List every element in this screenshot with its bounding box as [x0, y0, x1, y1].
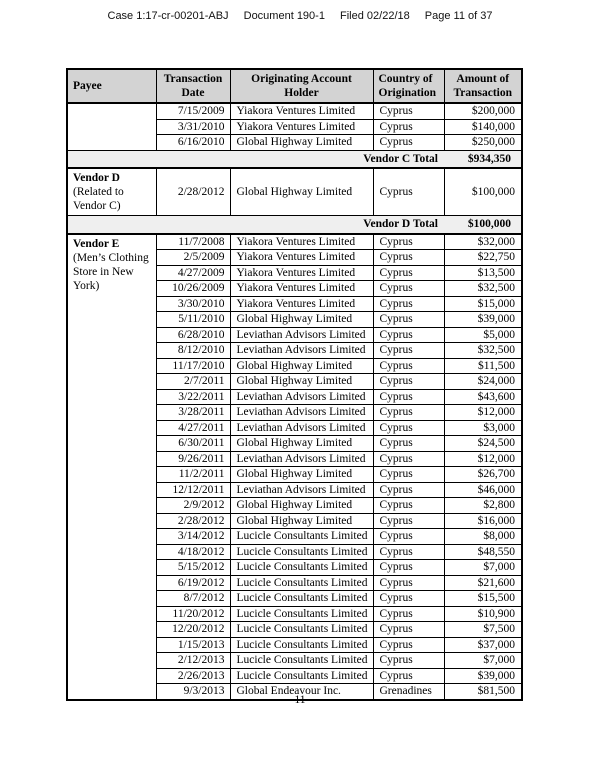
country-cell: Cyprus — [373, 312, 444, 328]
holder-cell: Global Highway Limited — [230, 513, 373, 529]
date-cell: 11/17/2010 — [156, 358, 230, 374]
amount-cell: $24,000 — [444, 374, 522, 390]
amount-cell: $24,500 — [444, 436, 522, 452]
holder-cell: Leviathan Advisors Limited — [230, 405, 373, 421]
amount-cell: $21,600 — [444, 575, 522, 591]
transaction-row — [67, 168, 522, 216]
holder-cell: Global Endeavour Inc. — [230, 684, 373, 700]
holder-cell: Yiakora Ventures Limited — [230, 103, 373, 119]
date-cell: 6/28/2010 — [156, 327, 230, 343]
holder-cell: Lucicle Consultants Limited — [230, 591, 373, 607]
holder-cell: Global Highway Limited — [230, 467, 373, 483]
date-cell: 2/7/2011 — [156, 374, 230, 390]
country-cell: Cyprus — [373, 119, 444, 135]
date-cell: 9/3/2013 — [156, 684, 230, 700]
vendor-total-label: Vendor D Total — [67, 216, 444, 234]
holder-cell: Leviathan Advisors Limited — [230, 451, 373, 467]
date-cell: 12/20/2012 — [156, 622, 230, 638]
holder-cell: Lucicle Consultants Limited — [230, 653, 373, 669]
date-cell: 7/15/2009 — [156, 103, 230, 119]
amount-cell: $100,000 — [444, 168, 522, 216]
holder-cell: Global Highway Limited — [230, 312, 373, 328]
holder-cell: Yiakora Ventures Limited — [230, 265, 373, 281]
date-cell: 3/31/2010 — [156, 119, 230, 135]
amount-cell: $250,000 — [444, 135, 522, 151]
vendor-total-amount: $934,350 — [444, 150, 522, 168]
amount-cell: $2,800 — [444, 498, 522, 514]
date-cell: 9/26/2011 — [156, 451, 230, 467]
amount-cell: $26,700 — [444, 467, 522, 483]
payee-description-line: (Men’s Clothing — [73, 251, 149, 264]
date-cell: 1/15/2013 — [156, 637, 230, 653]
country-cell: Cyprus — [373, 234, 444, 250]
holder-cell: Leviathan Advisors Limited — [230, 327, 373, 343]
payee-description-line: Vendor C) — [73, 200, 121, 212]
date-cell: 11/7/2008 — [156, 234, 230, 250]
date-cell: 11/2/2011 — [156, 467, 230, 483]
country-cell: Cyprus — [373, 498, 444, 514]
holder-cell: Yiakora Ventures Limited — [230, 234, 373, 250]
holder-cell: Global Highway Limited — [230, 168, 373, 216]
page-indicator: Page 11 of 37 — [424, 10, 493, 22]
holder-cell: Yiakora Ventures Limited — [230, 281, 373, 297]
country-cell: Cyprus — [373, 281, 444, 297]
header-country-of-origination: Country of Origination — [373, 69, 444, 103]
amount-cell: $32,000 — [444, 234, 522, 250]
amount-cell: $10,900 — [444, 606, 522, 622]
amount-cell: $37,000 — [444, 637, 522, 653]
amount-cell: $13,500 — [444, 265, 522, 281]
country-cell: Cyprus — [373, 135, 444, 151]
payee-cell — [67, 168, 156, 216]
date-cell: 6/30/2011 — [156, 436, 230, 452]
filed-date: Filed 02/22/18 — [340, 10, 410, 22]
holder-cell: Leviathan Advisors Limited — [230, 389, 373, 405]
amount-cell: $48,550 — [444, 544, 522, 560]
country-cell: Cyprus — [373, 327, 444, 343]
transactions-table — [66, 68, 523, 701]
date-cell: 2/28/2012 — [156, 168, 230, 216]
transaction-row — [67, 103, 522, 119]
amount-cell: $32,500 — [444, 281, 522, 297]
amount-cell: $200,000 — [444, 103, 522, 119]
date-cell: 6/19/2012 — [156, 575, 230, 591]
amount-cell: $7,500 — [444, 622, 522, 638]
amount-cell: $39,000 — [444, 668, 522, 684]
country-cell: Cyprus — [373, 405, 444, 421]
country-cell: Cyprus — [373, 250, 444, 266]
header-row — [67, 69, 522, 103]
holder-cell: Leviathan Advisors Limited — [230, 343, 373, 359]
holder-cell: Leviathan Advisors Limited — [230, 482, 373, 498]
country-cell: Cyprus — [373, 296, 444, 312]
case-caption — [0, 10, 600, 22]
country-cell: Cyprus — [373, 343, 444, 359]
amount-cell: $22,750 — [444, 250, 522, 266]
amount-cell: $140,000 — [444, 119, 522, 135]
date-cell: 12/12/2011 — [156, 482, 230, 498]
amount-cell: $12,000 — [444, 405, 522, 421]
date-cell: 2/26/2013 — [156, 668, 230, 684]
payee-description-line: Store in New — [73, 265, 134, 278]
payee-description-line: (Related to — [73, 186, 124, 198]
date-cell: 3/14/2012 — [156, 529, 230, 545]
table-header — [67, 69, 522, 103]
case-number: Case 1:17-cr-00201-ABJ — [107, 10, 229, 22]
date-cell: 5/15/2012 — [156, 560, 230, 576]
date-cell: 5/11/2010 — [156, 312, 230, 328]
holder-cell: Yiakora Ventures Limited — [230, 119, 373, 135]
amount-cell: $11,500 — [444, 358, 522, 374]
vendor-total-row — [67, 150, 522, 168]
amount-cell: $8,000 — [444, 529, 522, 545]
holder-cell: Global Highway Limited — [230, 374, 373, 390]
date-cell: 8/12/2010 — [156, 343, 230, 359]
country-cell: Cyprus — [373, 482, 444, 498]
amount-cell: $5,000 — [444, 327, 522, 343]
date-cell: 2/5/2009 — [156, 250, 230, 266]
header-originating-account-holder: Originating Account Holder — [230, 69, 373, 103]
date-cell: 4/27/2011 — [156, 420, 230, 436]
vendor-total-amount: $100,000 — [444, 216, 522, 234]
holder-cell: Lucicle Consultants Limited — [230, 606, 373, 622]
amount-cell: $43,600 — [444, 389, 522, 405]
date-cell: 2/28/2012 — [156, 513, 230, 529]
country-cell: Cyprus — [373, 591, 444, 607]
amount-cell: $81,500 — [444, 684, 522, 700]
payee-description-line: York) — [73, 279, 100, 292]
header-transaction-date: Transaction Date — [156, 69, 230, 103]
transaction-row — [67, 234, 522, 250]
payee-cell — [67, 103, 156, 150]
holder-cell: Lucicle Consultants Limited — [230, 668, 373, 684]
country-cell: Grenadines — [373, 684, 444, 700]
holder-cell: Lucicle Consultants Limited — [230, 622, 373, 638]
country-cell: Cyprus — [373, 451, 444, 467]
holder-cell: Lucicle Consultants Limited — [230, 544, 373, 560]
payee-cell — [67, 234, 156, 700]
holder-cell: Leviathan Advisors Limited — [230, 420, 373, 436]
holder-cell: Lucicle Consultants Limited — [230, 575, 373, 591]
amount-cell: $7,000 — [444, 653, 522, 669]
country-cell: Cyprus — [373, 606, 444, 622]
header-amount-of-transaction: Amount of Transaction — [444, 69, 522, 103]
date-cell: 6/16/2010 — [156, 135, 230, 151]
date-cell: 8/7/2012 — [156, 591, 230, 607]
date-cell: 4/27/2009 — [156, 265, 230, 281]
country-cell: Cyprus — [373, 575, 444, 591]
country-cell: Cyprus — [373, 544, 444, 560]
amount-cell: $15,000 — [444, 296, 522, 312]
country-cell: Cyprus — [373, 103, 444, 119]
page-number: 11 — [294, 694, 306, 706]
country-cell: Cyprus — [373, 265, 444, 281]
holder-cell: Global Highway Limited — [230, 436, 373, 452]
country-cell: Cyprus — [373, 668, 444, 684]
country-cell: Cyprus — [373, 653, 444, 669]
payee-name: Vendor D — [73, 172, 120, 184]
holder-cell: Global Highway Limited — [230, 135, 373, 151]
country-cell: Cyprus — [373, 637, 444, 653]
amount-cell: $3,000 — [444, 420, 522, 436]
amount-cell: $32,500 — [444, 343, 522, 359]
date-cell: 2/9/2012 — [156, 498, 230, 514]
country-cell: Cyprus — [373, 389, 444, 405]
country-cell: Cyprus — [373, 436, 444, 452]
country-cell: Cyprus — [373, 513, 444, 529]
country-cell: Cyprus — [373, 622, 444, 638]
date-cell: 3/30/2010 — [156, 296, 230, 312]
amount-cell: $12,000 — [444, 451, 522, 467]
holder-cell: Yiakora Ventures Limited — [230, 296, 373, 312]
country-cell: Cyprus — [373, 374, 444, 390]
vendor-total-row — [67, 216, 522, 234]
country-cell: Cyprus — [373, 529, 444, 545]
date-cell: 11/20/2012 — [156, 606, 230, 622]
holder-cell: Global Highway Limited — [230, 358, 373, 374]
holder-cell: Global Highway Limited — [230, 498, 373, 514]
country-cell: Cyprus — [373, 168, 444, 216]
country-cell: Cyprus — [373, 358, 444, 374]
vendor-total-label: Vendor C Total — [67, 150, 444, 168]
document-number: Document 190-1 — [243, 10, 325, 22]
date-cell: 3/28/2011 — [156, 405, 230, 421]
amount-cell: $7,000 — [444, 560, 522, 576]
amount-cell: $16,000 — [444, 513, 522, 529]
holder-cell: Lucicle Consultants Limited — [230, 637, 373, 653]
date-cell: 10/26/2009 — [156, 281, 230, 297]
amount-cell: $46,000 — [444, 482, 522, 498]
amount-cell: $15,500 — [444, 591, 522, 607]
payee-name: Vendor E — [73, 237, 120, 250]
holder-cell: Lucicle Consultants Limited — [230, 529, 373, 545]
table-body — [67, 103, 522, 700]
date-cell: 2/12/2013 — [156, 653, 230, 669]
amount-cell: $39,000 — [444, 312, 522, 328]
country-cell: Cyprus — [373, 467, 444, 483]
holder-cell: Lucicle Consultants Limited — [230, 560, 373, 576]
header-payee: Payee — [67, 69, 156, 103]
date-cell: 4/18/2012 — [156, 544, 230, 560]
country-cell: Cyprus — [373, 420, 444, 436]
date-cell: 3/22/2011 — [156, 389, 230, 405]
country-cell: Cyprus — [373, 560, 444, 576]
holder-cell: Yiakora Ventures Limited — [230, 250, 373, 266]
